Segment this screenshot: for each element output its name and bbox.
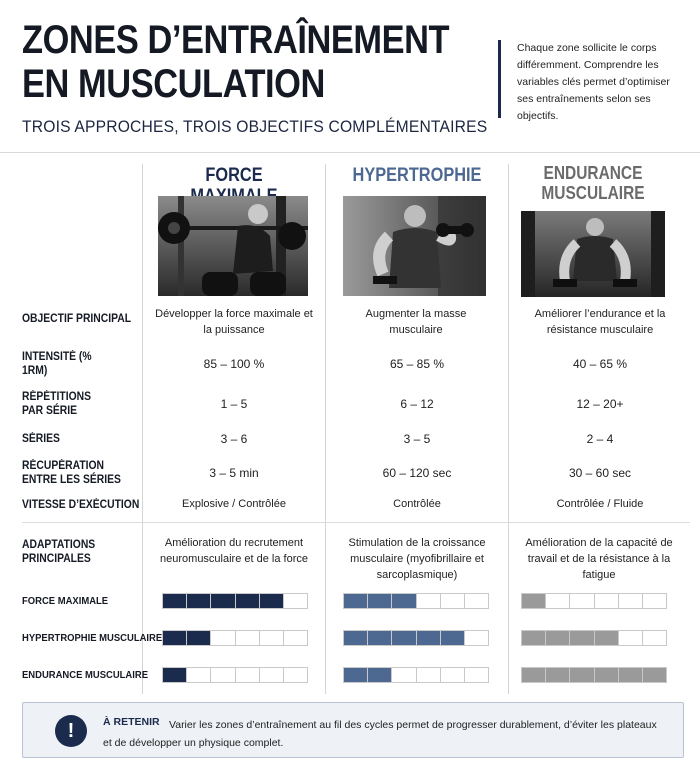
key-takeaway-label: À RETENIR [103, 716, 160, 728]
rating-segment [284, 594, 307, 608]
cell-adaptations-endurance: Amélioration de la capacité de travail et de la résistance à la fatigue [525, 537, 673, 581]
rating-segment [522, 594, 546, 608]
rating-segment [344, 631, 368, 645]
rating-segment [368, 668, 392, 682]
rating-bar-hypertrophy [343, 593, 489, 609]
key-takeaway-box [22, 702, 684, 758]
rating-segment [522, 668, 546, 682]
row-label-speed: VITESSE D’EXÉCUTION [22, 499, 140, 511]
cell-sets-endurance: 2 – 4 [586, 432, 614, 446]
column-title-force: FORCE [205, 165, 263, 186]
rating-segment [441, 594, 465, 608]
cell-objective-force: Développer la force maximale et la puissance [155, 308, 313, 336]
cell-reps-hypertrophy: 6 – 12 [400, 397, 434, 411]
rating-segment [417, 631, 441, 645]
rating-segment [392, 594, 416, 608]
cell-sets-force: 3 – 6 [220, 432, 248, 446]
rating-segment [368, 631, 392, 645]
rating-bar-hypertrophy [343, 630, 489, 646]
rating-segment [211, 594, 235, 608]
cell-recovery-hypertrophy: 60 – 120 sec [382, 466, 452, 480]
rating-segment [236, 594, 260, 608]
rating-segment [187, 594, 211, 608]
rating-segment [392, 631, 416, 645]
cell-objective-endurance: Améliorer l’endurance et la résistance musculaire [534, 308, 666, 336]
rating-segment [465, 631, 488, 645]
rating-segment [595, 668, 619, 682]
rating-segment [163, 631, 187, 645]
rating-segment [465, 594, 488, 608]
exclamation-icon: ! [55, 715, 87, 747]
rating-segment [546, 668, 570, 682]
rating-label-hypertrophy: HYPERTROPHIE MUSCULAIRE [22, 632, 163, 644]
barbell-squat-photo [158, 196, 308, 296]
section-divider [22, 522, 690, 523]
rating-segment [441, 631, 465, 645]
rating-segment [595, 594, 619, 608]
cell-objective-hypertrophy: Augmenter la masse musculaire [365, 308, 467, 336]
cell-sets-hypertrophy: 3 – 5 [403, 432, 431, 446]
cell-adaptations-force: Amélioration du recrutement neuromusculaire et de la force [160, 537, 308, 565]
rating-segment [284, 631, 307, 645]
page-title-line-2: EN MUSCULATION [22, 62, 325, 106]
cell-intensity-force: 85 – 100 % [203, 357, 265, 371]
row-label-adaptations [22, 538, 94, 566]
rating-segment [417, 668, 441, 682]
cell-intensity-endurance: 40 – 65 % [572, 357, 628, 371]
cell-speed-force: Explosive / Contrôlée [182, 498, 286, 510]
rating-segment [643, 594, 666, 608]
column-separator [142, 164, 143, 694]
cell-recovery-endurance: 30 – 60 sec [568, 466, 632, 480]
cell-reps-endurance: 12 – 20+ [576, 397, 624, 411]
rating-segment [619, 668, 643, 682]
rating-segment [619, 631, 643, 645]
rating-segment [619, 594, 643, 608]
row-label-objective: OBJECTIF PRINCIPAL [22, 313, 132, 325]
rating-bar-endurance [521, 667, 667, 683]
rating-segment [441, 668, 465, 682]
rating-segment [570, 594, 594, 608]
rating-bar-force [162, 630, 308, 646]
rating-segment [643, 631, 666, 645]
rating-segment [236, 631, 260, 645]
rating-segment [595, 631, 619, 645]
row-label-adaptations-text: ADAPTATIONS PRINCIPALES [22, 539, 96, 565]
rating-segment [187, 668, 211, 682]
rating-segment [465, 668, 488, 682]
row-label-recovery [22, 459, 121, 487]
rating-segment [570, 668, 594, 682]
row-label-intensity-text: INTENSITÉ (% 1RM) [22, 351, 92, 377]
row-label-intensity [22, 350, 94, 378]
rating-segment [392, 668, 416, 682]
cell-speed-hypertrophy: Contrôlée [393, 498, 441, 510]
column-separator [508, 164, 509, 694]
rating-segment [211, 668, 235, 682]
column-title-hypertrophy: HYPERTROPHIE [352, 165, 482, 186]
rating-segment [260, 631, 284, 645]
intro-text: Chaque zone sollicite le corps différemment. Comprendre les variables clés permet d’optimiser ses entraînements selon ses objectifs. [498, 40, 688, 118]
row-label-reps [22, 390, 103, 418]
rating-segment [344, 668, 368, 682]
cell-recovery-force: 3 – 5 min [209, 466, 259, 480]
rating-segment [522, 631, 546, 645]
rating-label-endurance: ENDURANCE MUSCULAIRE [22, 669, 149, 681]
header-divider [0, 152, 700, 153]
rating-segment [344, 594, 368, 608]
rating-segment [546, 631, 570, 645]
rating-segment [570, 631, 594, 645]
rating-segment [236, 668, 260, 682]
rating-segment [643, 668, 666, 682]
cell-speed-endurance: Contrôlée / Fluide [556, 498, 644, 510]
rating-segment [260, 594, 284, 608]
rating-bar-hypertrophy [343, 667, 489, 683]
page-title [22, 18, 504, 106]
rating-bar-endurance [521, 593, 667, 609]
rating-label-strength: FORCE MAXIMALE [22, 595, 109, 607]
row-label-sets: SÉRIES [22, 433, 60, 445]
cell-intensity-hypertrophy: 65 – 85 % [389, 357, 445, 371]
cell-adaptations-hypertrophy: Stimulation de la croissance musculaire (myofibrillaire et sarcoplasmique) [348, 537, 486, 581]
rating-segment [163, 668, 187, 682]
rating-bar-endurance [521, 630, 667, 646]
dumbbell-curl-photo [343, 196, 486, 296]
dumbbell-row-photo [521, 211, 665, 297]
page-subtitle: TROIS APPROCHES, TROIS OBJECTIFS COMPLÉMENTAIRES [22, 117, 488, 136]
rating-segment [211, 631, 235, 645]
key-takeaway-text: Varier les zones d’entraînement au fil des cycles permet de progresser durablement, d’éviter les plateaux et de développer un physique complet. [103, 719, 657, 749]
rating-bar-force [162, 667, 308, 683]
rating-segment [368, 594, 392, 608]
row-label-recovery-text: RÉCUPÉRATION ENTRE LES SÉRIES [22, 460, 121, 486]
rating-segment [546, 594, 570, 608]
rating-bar-force [162, 593, 308, 609]
column-separator [325, 164, 326, 694]
rating-segment [163, 594, 187, 608]
rating-segment [260, 668, 284, 682]
rating-segment [187, 631, 211, 645]
column-title-endurance: ENDURANCE MUSCULAIRE [541, 163, 645, 203]
row-label-reps-text: RÉPÉTITIONS PAR SÉRIE [22, 391, 92, 417]
page-title-line-1: ZONES D’ENTRAÎNEMENT [22, 18, 450, 62]
rating-segment [417, 594, 441, 608]
cell-reps-force: 1 – 5 [220, 397, 248, 411]
rating-segment [284, 668, 307, 682]
